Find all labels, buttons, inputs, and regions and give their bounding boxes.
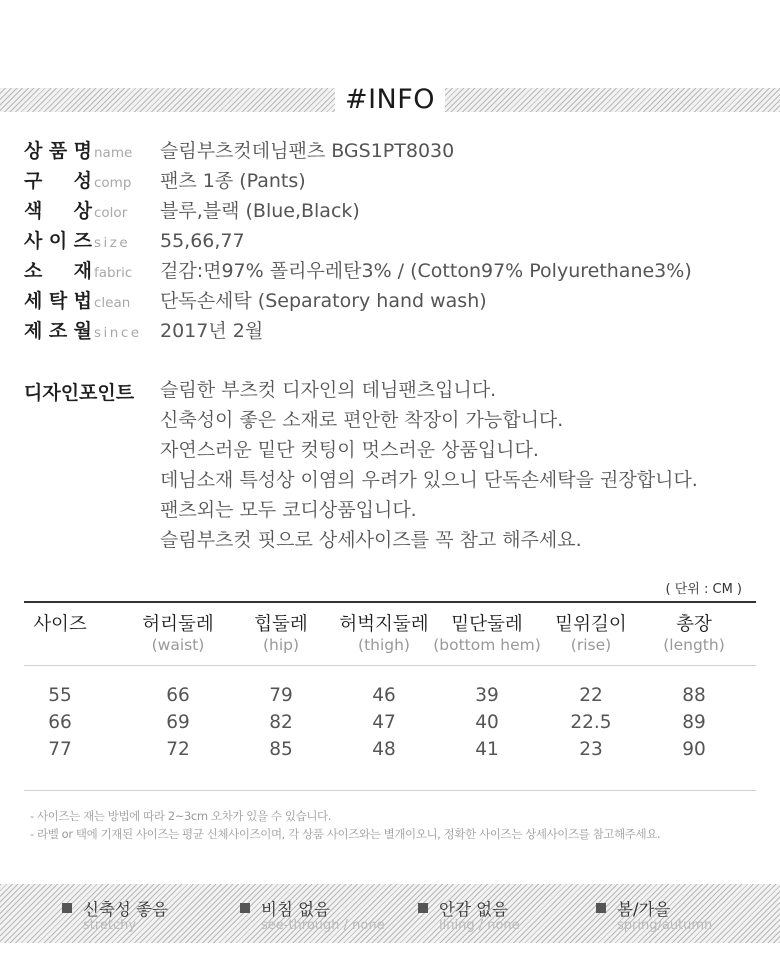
design-point-line: 슬림부츠컷 핏으로 상세사이즈를 꼭 참고 해주세요. (160, 529, 582, 551)
table-cell: 55 (48, 685, 72, 706)
table-cell: 46 (372, 685, 396, 706)
column-header-en: (rise) (570, 636, 612, 654)
table-cell: 39 (475, 685, 499, 706)
spec-value: 블루,블랙 (Blue,Black) (160, 200, 360, 222)
table-cell: 22 (579, 685, 603, 706)
spec-label-en: clean (94, 295, 131, 311)
spec-label: 사 이 즈 (24, 230, 92, 252)
table-cell: 66 (166, 685, 190, 706)
column-header: 허리둘레 (142, 614, 214, 635)
feature-label-en: see-through / none (261, 918, 385, 933)
feature-item (62, 896, 168, 933)
section-title: #INFO (0, 84, 780, 115)
design-point-line: 신축성이 좋은 소재로 편안한 착장이 가능합니다. (160, 409, 564, 431)
spec-label: 제 조 월 (24, 320, 92, 342)
spec-value: 슬림부츠컷데님팬츠 BGS1PT8030 (160, 140, 455, 162)
feature-item (240, 896, 385, 933)
spec-label: 소 재 (24, 260, 92, 282)
feature-label-en: stretchy (83, 918, 137, 933)
square-bullet-icon (596, 903, 606, 913)
feature-label: 안감 없음 (439, 900, 509, 919)
table-cell: 48 (372, 739, 396, 760)
column-header-en: (thigh) (358, 636, 410, 654)
table-cell: 41 (475, 739, 499, 760)
table-cell: 40 (475, 712, 499, 733)
size-table-top-rule (24, 601, 756, 603)
feature-label-en: spring/autumn (617, 918, 713, 933)
feature-label-en: lining / none (439, 918, 520, 933)
spec-label: 구 성 (24, 170, 92, 192)
size-table-column (432, 610, 542, 763)
unit-note: ( 단위 : CM ) (665, 582, 742, 597)
feature-item (418, 896, 520, 933)
feature-label: 봄/가을 (617, 900, 671, 919)
spec-label-en: comp (94, 175, 132, 191)
spec-label: 세 탁 법 (24, 290, 92, 312)
size-note: - 사이즈는 재는 방법에 따라 2~3cm 오차가 있을 수 있습니다. (30, 809, 331, 823)
size-table-column (536, 610, 646, 763)
spec-row (24, 196, 360, 226)
design-point-line: 데님소재 특성상 이염의 우려가 있으니 단독손세탁을 권장합니다. (160, 469, 698, 491)
spec-row (24, 226, 245, 256)
spec-value: 겉감:면97% 폴리우레탄3% / (Cotton97% Polyurethane3%) (160, 260, 692, 282)
table-cell: 79 (269, 685, 293, 706)
table-cell: 89 (682, 712, 706, 733)
size-table-column (226, 610, 336, 763)
column-header: 사이즈 (33, 614, 87, 635)
table-cell: 90 (682, 739, 706, 760)
column-header: 힙둘레 (254, 614, 308, 635)
size-note: - 라벨 or 택에 기재된 사이즈는 평균 신체사이즈이며, 각 상품 사이즈와는 별개이오니, 정확한 사이즈는 상세사이즈를 참고해주세요. (30, 827, 661, 841)
spec-row (24, 316, 263, 346)
spec-label: 색 상 (24, 200, 92, 222)
design-point-line: 슬림한 부츠컷 디자인의 데님팬츠입니다. (160, 379, 497, 401)
spec-value: 2017년 2월 (160, 320, 264, 342)
design-point-label: 디자인포인트 (24, 382, 135, 404)
spec-row (24, 286, 487, 316)
column-header: 밑위길이 (555, 614, 627, 635)
design-point-lines (160, 378, 698, 558)
feature-label: 비침 없음 (261, 900, 331, 919)
table-cell: 82 (269, 712, 293, 733)
spec-label-en: since (94, 325, 142, 341)
square-bullet-icon (418, 903, 428, 913)
spec-row (24, 256, 692, 286)
design-point-line: 자연스러운 밑단 컷팅이 멋스러운 상품입니다. (160, 439, 539, 461)
table-cell: 66 (48, 712, 72, 733)
spec-row (24, 136, 454, 166)
column-header-en: (bottom hem) (433, 636, 541, 654)
size-table-bottom-rule (24, 790, 756, 791)
spec-label-en: color (94, 205, 128, 221)
table-cell: 69 (166, 712, 190, 733)
design-point-line: 팬츠외는 모두 코디상품입니다. (160, 499, 417, 521)
spec-value: 단독손세탁 (Separatory hand wash) (160, 290, 487, 312)
column-header-en (5, 636, 115, 660)
column-header: 총장 (676, 614, 712, 635)
column-header-en: (length) (663, 636, 725, 654)
size-table-column (123, 610, 233, 763)
feature-label: 신축성 좋음 (83, 900, 168, 919)
table-cell: 77 (48, 739, 72, 760)
table-cell: 22.5 (570, 712, 612, 733)
column-header: 허벅지둘레 (339, 614, 429, 635)
spec-label: 상 품 명 (24, 140, 92, 162)
column-header-en: (waist) (151, 636, 205, 654)
size-table-column (329, 610, 439, 763)
square-bullet-icon (240, 903, 250, 913)
spec-label-en: fabric (94, 265, 133, 281)
size-table-column (639, 610, 749, 763)
spec-value: 팬츠 1종 (Pants) (160, 170, 306, 192)
table-cell: 47 (372, 712, 396, 733)
table-cell: 23 (579, 739, 603, 760)
spec-row (24, 166, 306, 196)
square-bullet-icon (62, 903, 72, 913)
column-header: 밑단둘레 (451, 614, 523, 635)
spec-label-en: name (94, 145, 133, 161)
size-table-column (5, 610, 115, 763)
spec-label-en: size (94, 235, 131, 251)
feature-item (596, 896, 712, 933)
table-cell: 88 (682, 685, 706, 706)
spec-value: 55,66,77 (160, 230, 245, 252)
table-cell: 85 (269, 739, 293, 760)
table-cell: 72 (166, 739, 190, 760)
column-header-en: (hip) (262, 636, 300, 654)
